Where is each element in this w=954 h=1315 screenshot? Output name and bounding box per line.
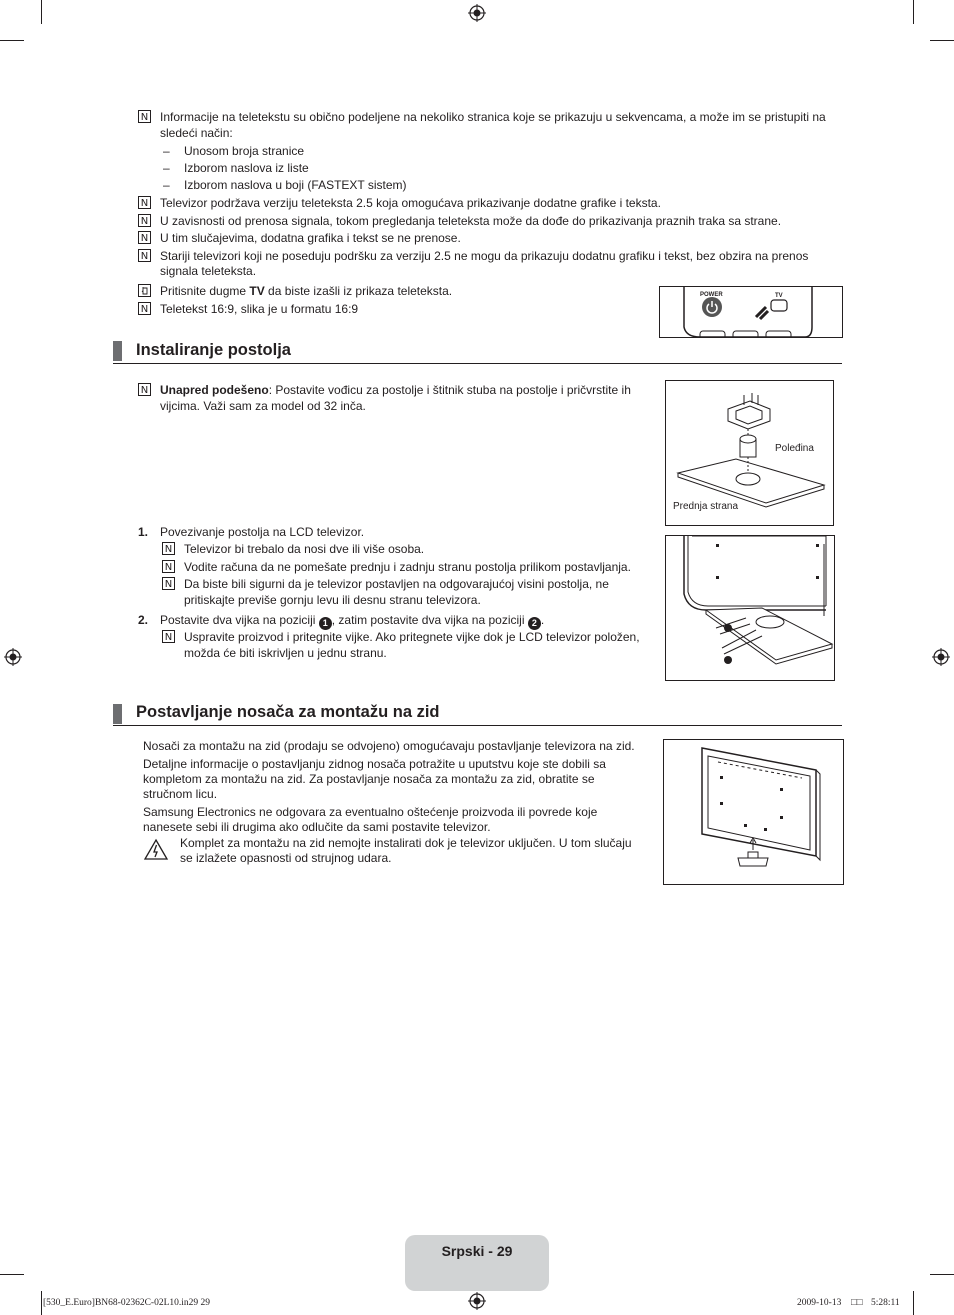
note-icon — [138, 249, 151, 262]
note-text: pritiskajte previše gornju levu ili desnu stranu televizora. — [184, 593, 481, 607]
warning-text: se izlažete opasnosti od strujnog udara. — [180, 851, 392, 865]
note-icon — [138, 302, 151, 315]
svg-text:N: N — [140, 112, 149, 123]
crop-mark — [0, 1274, 24, 1275]
paragraph: Samsung Electronics ne odgovara za eventualno oštećenje proizvoda ili povrede koje — [143, 805, 598, 819]
crop-mark — [41, 0, 42, 24]
remote-figure — [659, 286, 843, 338]
page-number: Srpski - 29 — [441, 1243, 513, 1259]
note-icon — [162, 542, 175, 555]
note-text: Da biste bili sigurni da je televizor postavljen na odgovarajućoj visini postolja, ne — [184, 577, 609, 591]
warning-text: Komplet za montažu na zid nemojte instalirati dok je televizor uključen. U tom slučaju — [180, 836, 632, 850]
position-2-badge: 2 — [528, 617, 541, 630]
section-rule — [113, 363, 842, 364]
crop-mark — [930, 40, 954, 41]
note-text: Stariji televizori koji ne poseduju podršku za verziju 2.5 ne mogu da prikazuju dodatnu grafiku i tekst, bez obzira na prenos — [160, 249, 809, 263]
section-marker — [113, 341, 122, 361]
list-item: Unosom broja stranice — [184, 144, 305, 158]
svg-text:N: N — [164, 632, 173, 643]
footer-time: 5:28:11 — [871, 1298, 900, 1308]
footer-file-info: [530_E.Euro]BN68-02362C-02L10.in29 29 — [43, 1298, 211, 1308]
crop-mark — [913, 0, 914, 24]
note-icon — [138, 231, 151, 244]
crop-mark — [930, 1274, 954, 1275]
preset-text: Unapred podešeno: Postavite vođicu za postolje i štitnik stuba na postolje i pričvrstite ih — [160, 383, 631, 397]
registration-mark-icon — [468, 1292, 486, 1310]
svg-text:N: N — [140, 198, 149, 209]
preset-text: vijcima. Važi sam za model od 32 inča. — [160, 399, 366, 413]
svg-text:N: N — [140, 233, 149, 244]
note-icon — [138, 196, 151, 209]
note-text: Televizor bi trebalo da nosi dve ili više osoba. — [184, 542, 425, 556]
note-text: Teletekst 16:9, slika je u formatu 16:9 — [160, 302, 359, 316]
section-marker — [113, 704, 122, 724]
paragraph: stručnom licu. — [143, 787, 218, 801]
hand-pointer-icon — [138, 284, 151, 297]
tv-on-stand-illustration — [666, 536, 834, 680]
front-label: Prednja strana — [673, 501, 739, 512]
note-text: U tim slučajevima, dodatna grafika i tekst se ne prenose. — [160, 231, 461, 245]
registration-mark-icon — [4, 648, 22, 666]
section-title-stand: Instaliranje postolja — [136, 341, 291, 359]
note-text: sledeći način: — [160, 126, 233, 140]
paragraph: kompletom za montažu na zid. Za postavljanje nosača za montažu za zid, obratite se — [143, 772, 595, 786]
section-title-wall-mount: Postavljanje nosača za montažu na zid — [136, 703, 440, 721]
note-icon — [138, 110, 151, 123]
svg-text:N: N — [140, 251, 149, 262]
note-icon — [138, 214, 151, 227]
svg-text:N: N — [164, 544, 173, 555]
svg-text:N: N — [140, 304, 149, 315]
press-tv-text: Pritisnite dugme TV da biste izašli iz prikaza teleteksta. — [160, 284, 453, 298]
paragraph: nanesete sebi ili drugima ako odlučite da sami postavite televizor. — [143, 820, 491, 834]
svg-text:N: N — [164, 562, 173, 573]
tv-stand-screws-figure — [665, 535, 835, 681]
registration-mark-icon — [932, 648, 950, 666]
remote-control-illustration — [660, 287, 842, 337]
note-icon — [162, 560, 175, 573]
note-icon — [162, 577, 175, 590]
dash-bullet: – — [163, 144, 170, 158]
warning-icon — [143, 837, 169, 863]
power-label: POWER — [700, 292, 723, 298]
note-text: signala teleteksta. — [160, 264, 257, 278]
step-text: Povezivanje postolja na LCD televizor. — [160, 525, 365, 539]
wall-mount-illustration — [664, 740, 843, 884]
tv-label: TV — [775, 293, 783, 299]
note-text: Vodite računa da ne pomešate prednju i zadnju stranu postolja prilikom postavljanja. — [184, 560, 631, 574]
note-icon — [162, 630, 175, 643]
svg-text:N: N — [140, 385, 149, 396]
back-label: Poleđina — [775, 443, 814, 454]
crop-mark — [0, 40, 24, 41]
stand-assembly-figure — [665, 380, 834, 526]
paragraph: Nosači za montažu na zid (prodaju se odvojeno) omogućavaju postavljanje televizora na zid. — [143, 739, 635, 753]
position-1-badge: 1 — [319, 617, 332, 630]
step-number: 1. — [138, 525, 149, 539]
dash-bullet: – — [163, 178, 170, 192]
list-item: Izborom naslova iz liste — [184, 161, 309, 175]
footer-box-glyphs: □□ — [851, 1298, 863, 1308]
list-item: Izborom naslova u boji (FASTEXT sistem) — [184, 178, 407, 192]
svg-text:N: N — [140, 216, 149, 227]
wall-mount-figure — [663, 739, 844, 885]
note-text: U zavisnosti od prenosa signala, tokom pregledanja teleteksta može da dođe do prikazivanja praznih traka sa strane. — [160, 214, 782, 228]
crop-mark — [41, 1291, 42, 1315]
note-text: Informacije na teletekstu su obično podeljene na nekoliko stranica koje se prikazuju u sekvencama, a može im se pristupiti na — [160, 110, 826, 124]
step-number: 2. — [138, 613, 149, 627]
paragraph: Detaljne informacije o postavljanju zidnog nosača potražite u uputstvu koje ste dobili sa — [143, 757, 606, 771]
step-text: Postavite dva vijka na poziciji 1 , zatim postavite dva vijka na poziciji 2 . — [160, 613, 545, 628]
note-text: možda će biti iskrivljen u jednu stranu. — [184, 646, 387, 660]
note-icon — [138, 383, 151, 396]
registration-mark-icon — [468, 4, 486, 22]
footer-date: 2009-10-13 — [797, 1298, 842, 1308]
note-text: Televizor podržava verziju teleteksta 2.5 koja omogućava prikazivanje dodatne grafike i teksta. — [160, 196, 661, 210]
crop-mark — [913, 1291, 914, 1315]
dash-bullet: – — [163, 161, 170, 175]
svg-text:N: N — [164, 579, 173, 590]
note-text: Uspravite proizvod i pritegnite vijke. Ako pritegnete vijke dok je LCD televizor položen, — [184, 630, 640, 644]
section-rule — [113, 725, 842, 726]
